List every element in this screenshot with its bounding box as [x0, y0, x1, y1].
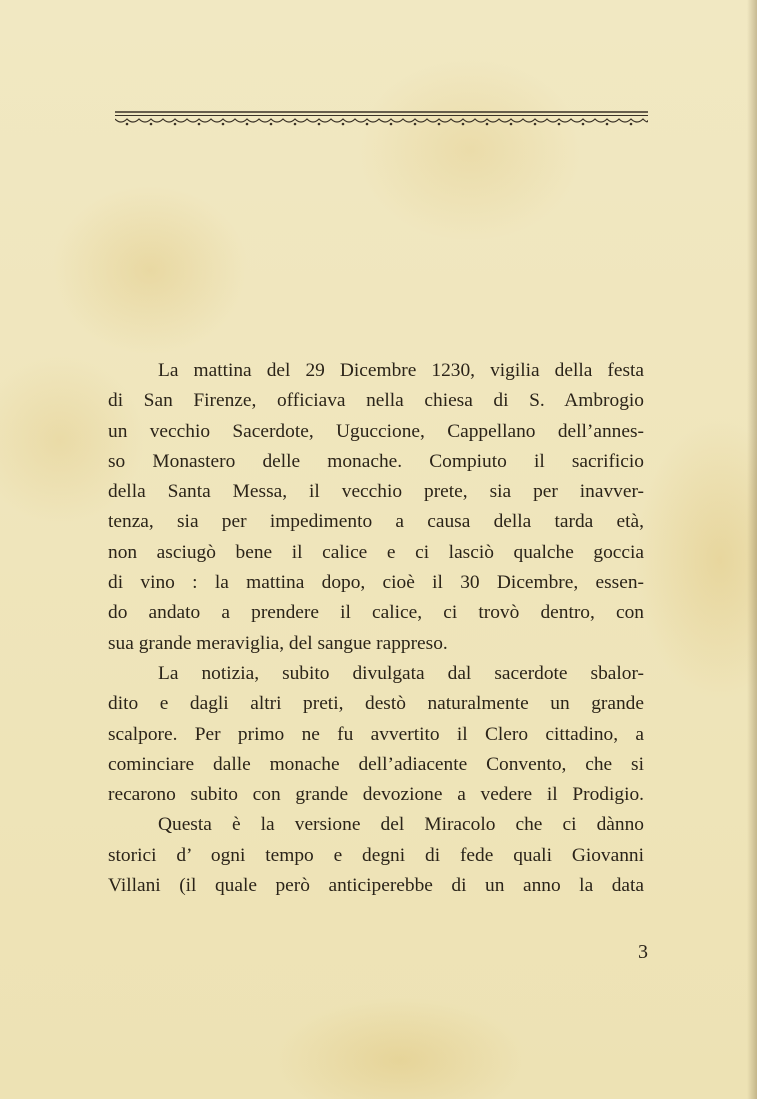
text-line: La mattina del 29 Dicembre 1230, vigilia della festa — [158, 360, 644, 381]
page-number: 3 — [638, 941, 648, 963]
text-line: non asciugò bene il calice e ci lasciò qualche goccia — [108, 541, 644, 563]
paragraph-1 — [108, 356, 644, 659]
text-line: scalpore. Per primo ne fu avvertito il Clero cittadino, a — [108, 723, 644, 745]
paragraph-2 — [108, 659, 644, 810]
text-line: Villani (il quale però anticiperebbe di un anno la data — [108, 875, 644, 897]
text-line: Questa è la versione del Miracolo che ci dànno — [158, 814, 644, 836]
text-line: so Monastero delle monache. Compiuto il sacrificio — [108, 450, 644, 472]
page-edge-shadow — [747, 0, 757, 1099]
text-line: storici d’ ogni tempo e degni di fede quali Giovanni — [108, 844, 644, 866]
paragraph-3 — [108, 810, 644, 901]
text-line: di vino : la mattina dopo, cioè il 30 Dicembre, essen- — [108, 572, 644, 594]
text-line: di San Firenze, officiava nella chiesa di S. Ambrogio — [108, 390, 644, 412]
decorative-header-rule — [115, 110, 648, 130]
text-line: La notizia, subito divulgata dal sacerdote sbalor- — [158, 662, 644, 684]
text-line: recarono subito con grande devozione a vedere il Prodigio. — [108, 784, 644, 806]
text-line: della Santa Messa, il vecchio prete, sia per inavver- — [108, 481, 644, 503]
body-text — [108, 356, 644, 901]
text-line: un vecchio Sacerdote, Uguccione, Cappellano dell’annes- — [108, 420, 644, 442]
text-line: sua grande meraviglia, del sangue rappreso. — [108, 632, 448, 654]
text-line: dito e dagli altri preti, destò naturalmente un grande — [108, 693, 644, 715]
text-line: do andato a prendere il calice, ci trovò dentro, con — [108, 602, 644, 624]
text-line: cominciare dalle monache dell’adiacente Convento, che si — [108, 753, 644, 775]
text-line: tenza, sia per impedimento a causa della tarda età, — [108, 511, 644, 533]
